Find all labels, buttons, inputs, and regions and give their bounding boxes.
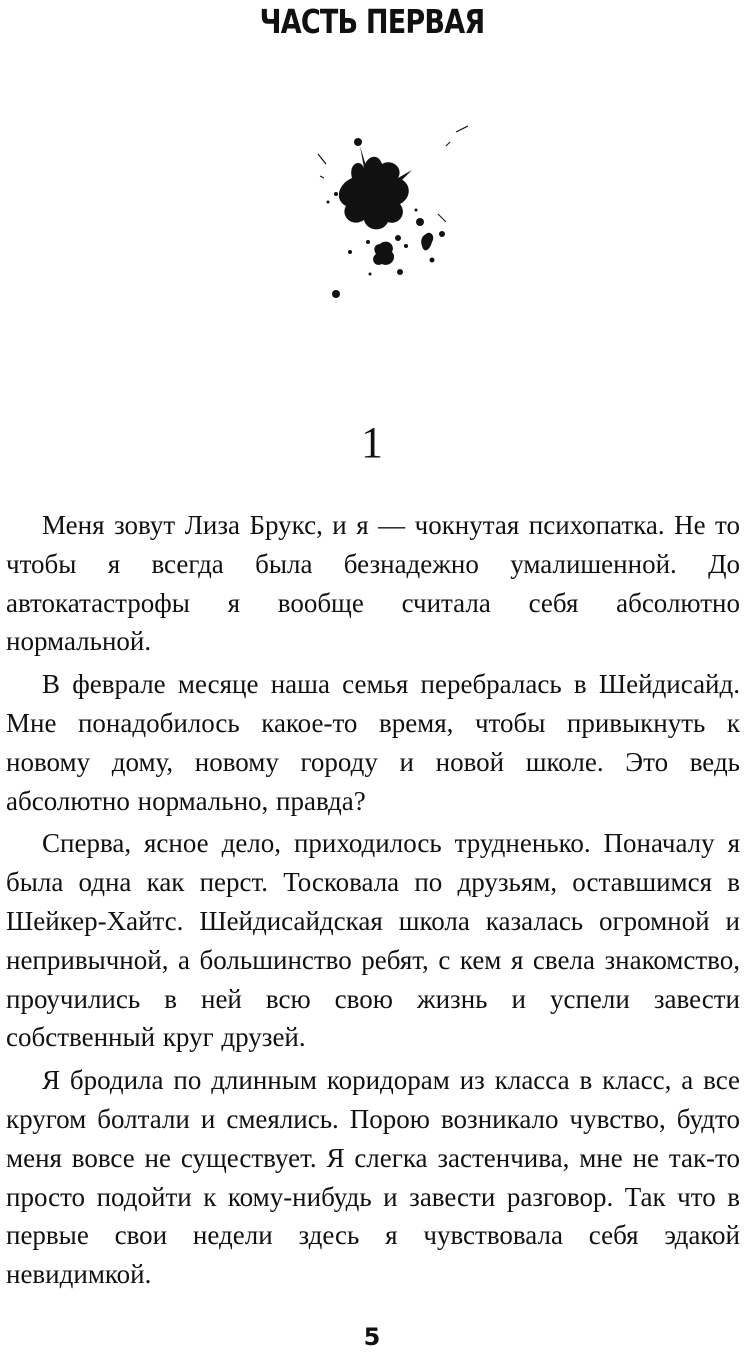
body-text [6,506,740,1298]
ink-splatter-icon [300,118,480,308]
paragraph: Сперва, ясное дело, приходилось трудненько. Поначалу я была одна как перст. Тосковала по друзьям, оставшимся в Шейкер-Хайтс. Шейдисайдская школа казалась огромной и непривычной, а большинство ребят, с кем я свела знакомство, проучились в ней всю свою жизнь и успели завести собственный круг друзей. [6,828,740,1053]
paragraph: В феврале месяце наша семья перебралась в Шейдисайд. Мне понадобилось какое-то время, чтобы привыкнуть к новому дому, новому городу и новой школе. Это ведь абсолютно нормально, правда? [6,669,740,816]
paragraph: Меня зовут Лиза Брукс, и я — чокнутая психопатка. Не то чтобы я всегда была безнадежно умалишенной. До автокатастрофы я вообще считала себя абсолютно нормальной. [6,510,740,657]
part-title: ЧАСТЬ ПЕРВАЯ [259,2,485,41]
chapter-number: 1 [361,418,383,467]
paragraph: Я бродила по длинным коридорам из класса в класс, а все кругом болтали и смеялись. Порою возникало чувство, будто меня вовсе не существует. Я слегка застенчива, мне не так-то просто подойти к кому-нибудь и завести разговор. Так что в первые свои недели здесь я чувствовала себя эдакой невидимкой. [6,1065,740,1290]
page-number: 5 [363,1323,381,1351]
